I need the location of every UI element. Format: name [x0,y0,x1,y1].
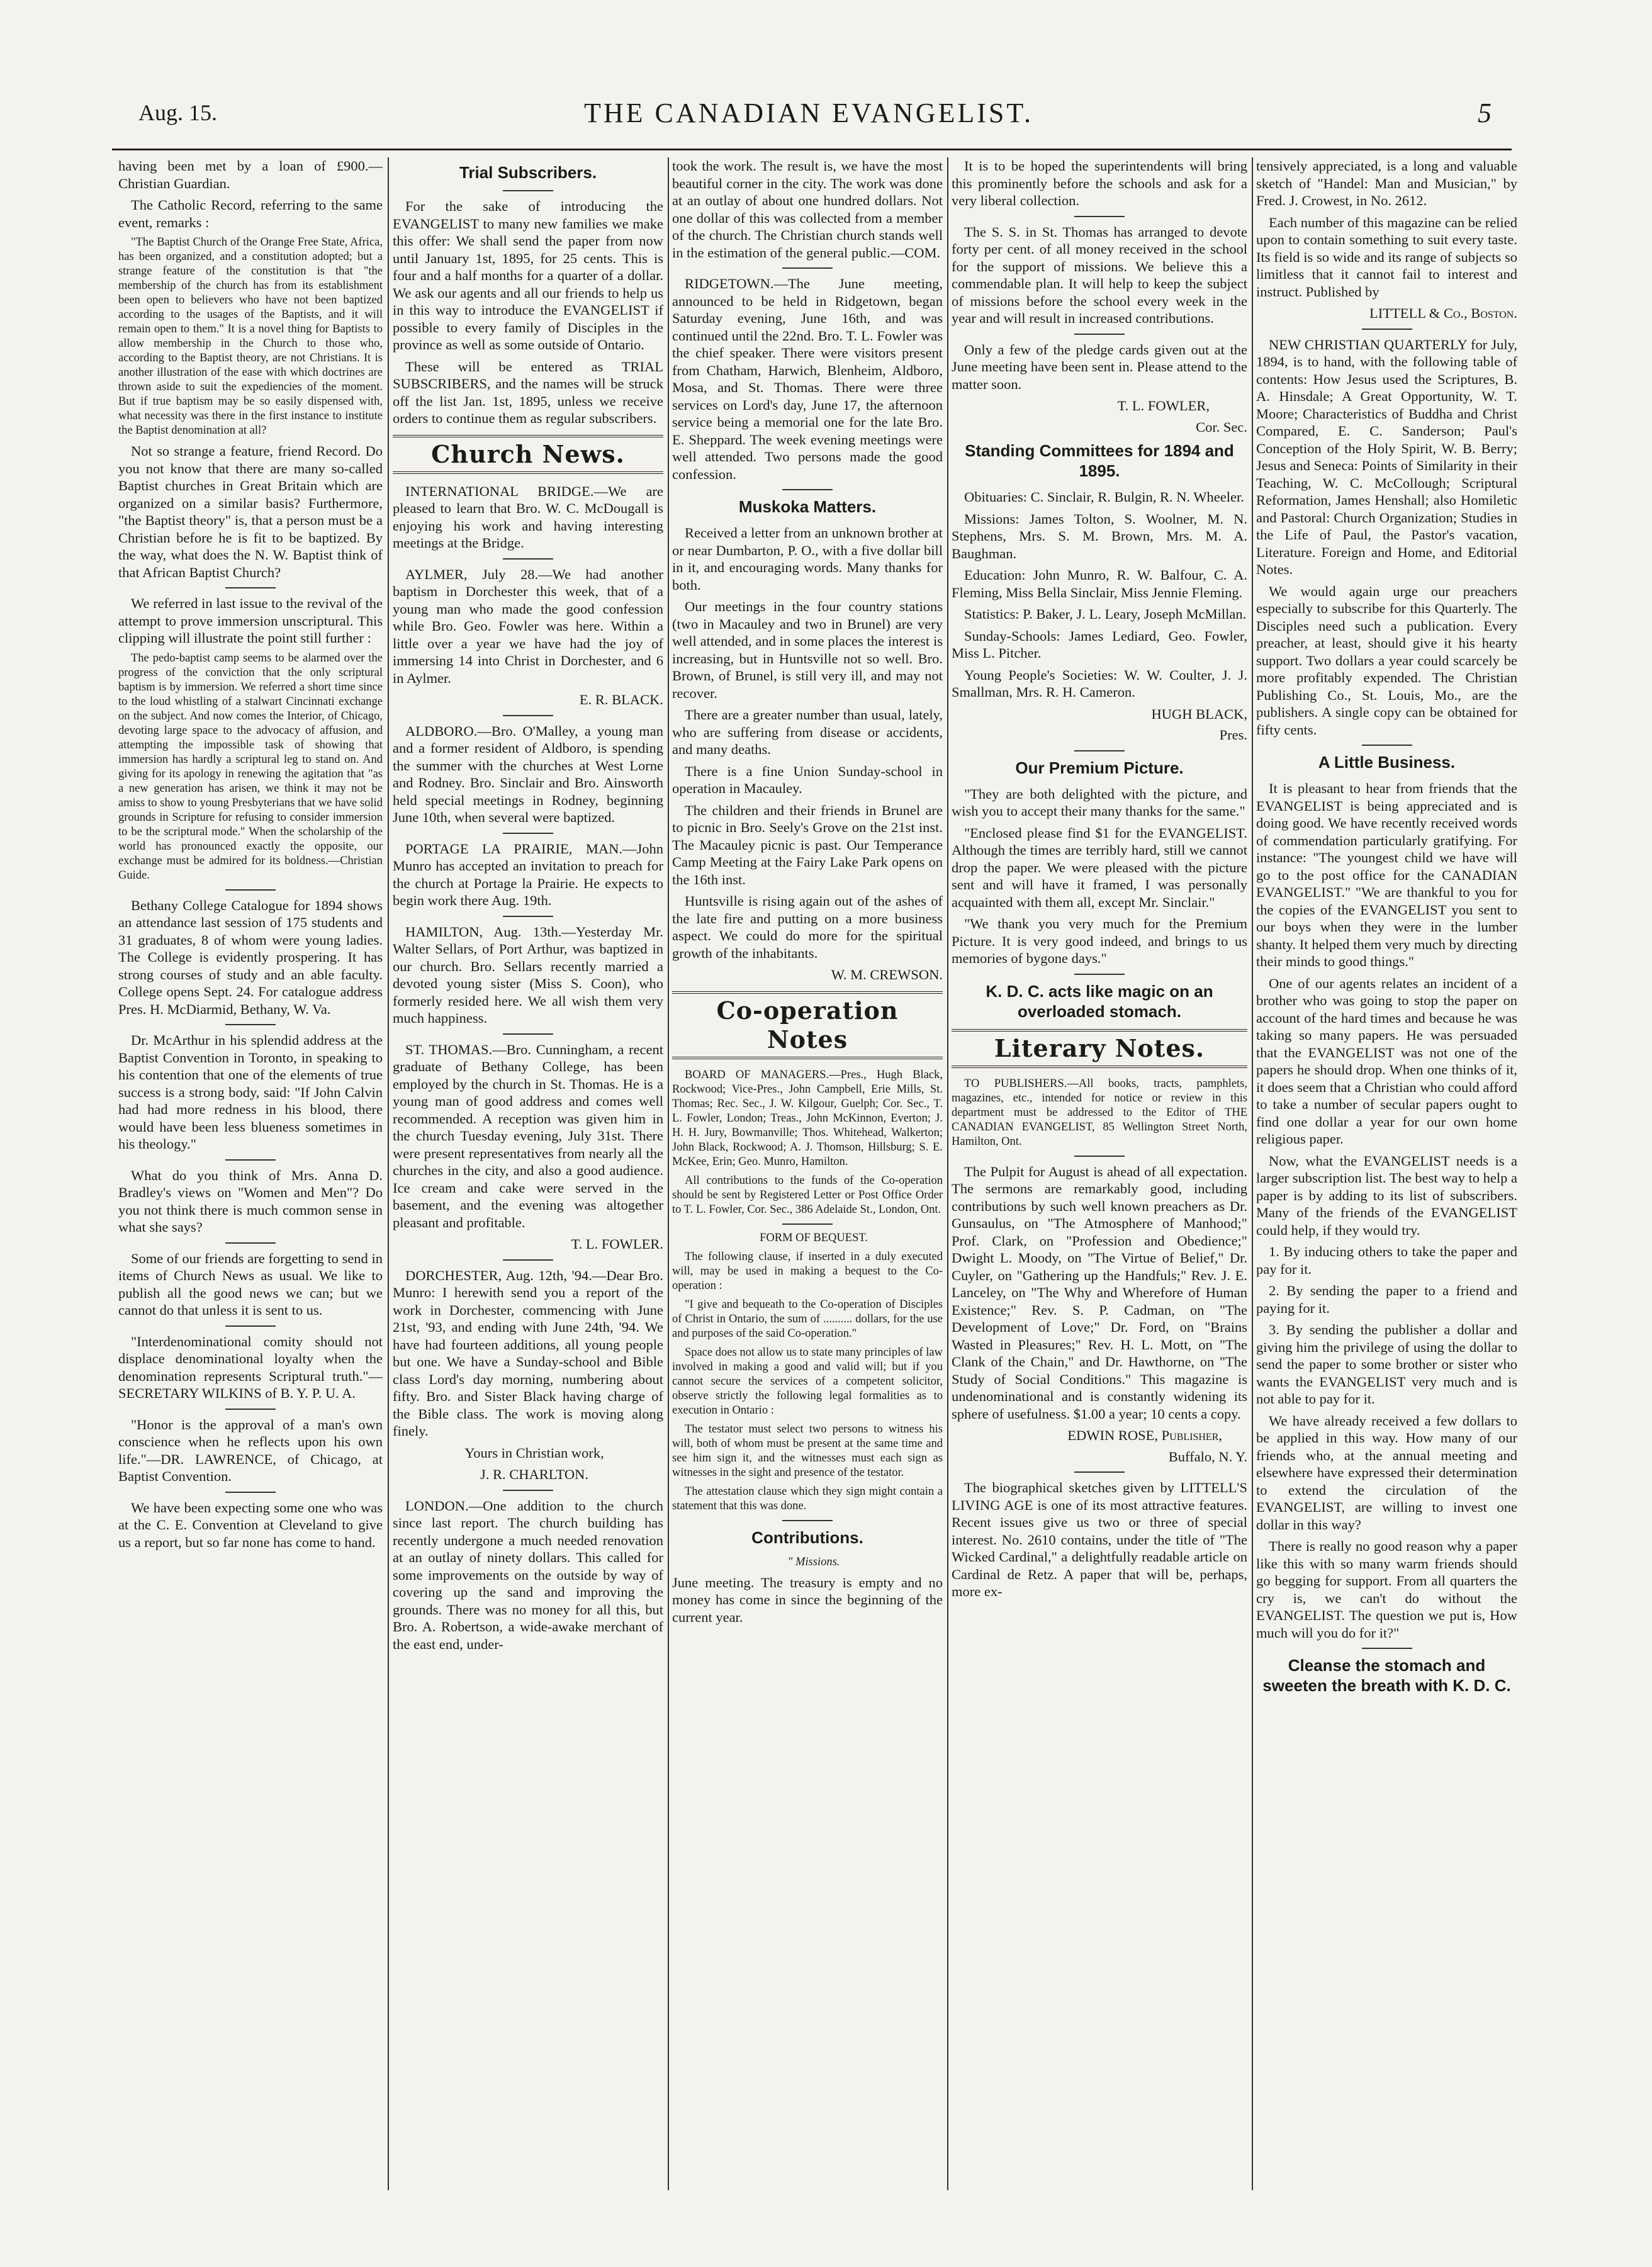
separator [1074,1471,1125,1473]
list-item: 1. By inducing others to take the paper and pay for it. [1256,1244,1517,1277]
separator [1362,745,1412,746]
separator [503,1490,553,1491]
paragraph: The Pulpit for August is ahead of all expectation. The sermons are remarkably good, including contributions by such well known preachers as Dr. Gunsaulus, on "The Atmosphere of Manhood;" Prof. Clark, on "Profession and Obedience;" Dwight L. Moody, on "The Virtue of Belief," Dr. Cuyler, on "Gathering up the Handfuls;" Rev. J. E. Lanceley, on "The Why and Wherefore of Human Existence;" Rev. S. P. Cadman, on "The Development of Love;" Dr. Ford, on "Brains Wasted in Pleasures;" Rev. H. L. Mott, on "The Clank of the Chain," and Dr. Hawthorne, on "The Study of Social Conditions." This magazine is undenominational and is constantly widening its sphere of usefulness. $1.00 a year; 10 cents a copy. [952,1163,1247,1422]
paragraph: Received a letter from an unknown brother at or near Dumbarton, P. O., with a five dollar bill in it, and encouraging words. Many thanks for both. [672,525,943,593]
publishers-notice: TO PUBLISHERS.—All books, tracts, pamphlets, magazines, etc., intended for notice or review in this department must be addressed to the Editor of THE CANADIAN EVANGELIST, 85 Wellington Street North, Hamilton, Ont. [952,1077,1247,1148]
standing-committees-heading: Standing Committees for 1894 and 1895. [965,441,1234,480]
paragraph: Some of our friends are forgetting to send in items of Church News as usual. We like to publish all the good news we can; but we cannot do that unless it is sent to us. [118,1250,383,1318]
little-business-heading: A Little Business. [1318,753,1456,772]
paragraph: "I give and bequeath to the Co-operation of Disciples of Christ in Ontario, the sum of .......... dollars, for the use and purposes of the said Co-operation." [672,1298,943,1340]
paragraph: We referred in last issue to the revival of the attempt to prove immersion unscriptural. This clipping will illustrate the point still further : [118,595,383,646]
paragraph: The following clause, if inserted in a duly executed will, may be used in making a bequest to the Co-operation : [672,1250,943,1292]
column-divider [947,157,948,2190]
literary-notes-heading: Literary Notes. [952,1029,1247,1068]
column-5 [1256,157,1517,2190]
signature: J. R. CHARLTON. [480,1466,588,1482]
paragraph: The biographical sketches given by LITTELL'S LIVING AGE is one of its most attractive features. Recent issues give us two or three of special interest. No. 2610 contains, under the title of "The Wicked Cardinal," a delightfully readable article on Cardinal de Retz. A paper that will be, perhaps, more ex- [952,1480,1247,1599]
church-news-heading: Church News. [393,435,663,474]
paragraph: Dr. McArthur in his splendid address at the Baptist Convention in Toronto, in speaking to his contention that one of the elements of true success is a strong body, said: "If John Calvin had had more redness in his blood, there would have been less blueness sometimes in his theology." [118,1032,383,1152]
separator [782,267,833,269]
paragraph: took the work. The result is, we have the most beautiful corner in the city. The work was done at an outlay of about one hundred dollars. Not one dollar of this was collected from a member of the church. The Christian church stands well in the estimation of the general public.—COM. [672,158,943,261]
separator [225,1492,276,1493]
column-1 [118,157,383,2190]
committee: Statistics: P. Baker, J. L. Leary, Joseph McMillan. [964,606,1247,622]
separator [1074,334,1125,335]
separator [782,1224,833,1225]
separator [503,715,553,716]
separator [225,1024,276,1025]
paragraph: Now, what the EVANGELIST needs is a larger subscription list. The best way to help a paper is by adding to its list of subscribers. Many of the friends of the EVANGELIST could help, if they would try. [1256,1152,1517,1238]
news-item: ALDBORO.—Bro. O'Malley, a young man and a former resident of Aldboro, is spending the summer with the churches at West Lorne and Rodney. Bro. Sinclair and Bro. Ainsworth held special meetings in Rodney, beginning June 10th, when several were baptized. [393,723,663,825]
testimonial: "They are both delighted with the picture, and wish you to accept their many thanks for the same." [952,785,1247,819]
paragraph: There is really no good reason why a paper like this with so many warm friends should go begging for support. From all quarters the cry is, we can't do without the EVANGELIST. The question we put is, How much will you do for it?" [1256,1538,1517,1641]
paragraph: It is to be hoped the superintendents will bring this prominently before the schools and ask for a very liberal collection. [952,158,1247,208]
paragraph: NEW CHRISTIAN QUARTERLY for July, 1894, is to hand, with the following table of contents: How Jesus used the Scriptures, B. A. Hinsdale; A Great Opportunity, W. T. Moore; Characteristics of Buddha and Christ Compared, E. C. Sanderson; Paul's Conception of the Holy Spirit, W. B. Berry; Jesus and Seneca: Points of Similarity in their Teaching, W. C. McCollough; Scriptural Reformation, James Henshall; also Homiletic and Pastoral: Church Organization; Studies in the Life of Paul, the Pastor's vacation, Literature. Foreign and Home, and Editorial Notes. [1256,336,1517,577]
paragraph: June meeting. The treasury is empty and no money has come in since the beginning of the current year. [672,1574,943,1625]
contributions-subheading: " Missions. [787,1555,840,1568]
kdc-advertisement: K. D. C. acts like magic on an overloaded stomach. [986,981,1213,1021]
paragraph: Each number of this magazine can be relied upon to contain something to suit every taste. Its field is so wide and its range of subjects so limitless that it cannot fail to interest and instruct. Published by [1256,214,1517,300]
signature: E. R. BLACK. [579,692,663,707]
trial-subscribers-heading: Trial Subscribers. [459,163,597,182]
separator [225,1159,276,1161]
paragraph: There are a greater number than usual, lately, who are suffering from disease or accidents, and many deaths. [672,707,943,757]
masthead-title: THE CANADIAN EVANGELIST. [584,98,1033,128]
signature: LITTELL & Co., Boston. [1369,305,1517,321]
separator [503,1033,553,1035]
separator [503,916,553,917]
column-3 [672,157,943,2190]
paragraph: Space does not allow us to state many principles of law involved in making a good and valid will; but if you cannot secure the services of a competent solicitor, observe strictly the following legal formalities as to execution in Ontario : [672,1346,943,1417]
committee: Young People's Societies: W. W. Coulter, J. J. Smallman, Mrs. R. H. Cameron. [952,667,1247,700]
news-item: AYLMER, July 28.—We had another baptism in Dorchester this week, that of a young man who made the good confession while Bro. Geo. Fowler was here. Within a little over a year we have had the joy of immersing 14 into Christ in Dorchester, and 6 in Aylmer. [393,566,663,686]
paragraph: One of our agents relates an incident of a brother who was going to stop the paper on account of the hard times and because he was taking so many papers. He was persuaded that the EVANGELIST was not one of the papers he should drop. When one thinks of it, it does seem that a Christian who could afford to take a number of secular papers ought to find one dollar a year for our own home religious paper. [1256,975,1517,1147]
paragraph: We have been expecting some one who was at the C. E. Convention at Cleveland to give us a report, but so far none has come to hand. [118,1499,383,1550]
page-header [120,94,1498,138]
paragraph: There is a fine Union Sunday-school in operation in Macauley. [672,763,943,796]
paragraph: The attestation clause which they sign might contain a statement that this was done. [672,1485,943,1512]
separator [503,833,553,834]
board-of-managers: BOARD OF MANAGERS.—Pres., Hugh Black, Rockwood; Vice-Pres., John Campbell, Erie Mills, St. Thomas; Rec. Sec., J. W. Kilgour, Guelph; Cor. Sec., T. L. Fowler, London; Treas., John McKinnon, Everton; J. H. H. Jury, Bowmanville; Thos. Whitehead, Walkerton; John Black, Rockwood; A. J. Thomson, Hillsburg; S. E. McKee, Erin; Geo. Munro, Hamilton. [672,1068,943,1168]
paragraph: The S. S. in St. Thomas has arranged to devote forty per cent. of all money received in the school for the support of missions. We believe this a commendable plan. It will help to keep the subject of missions before the school every week in the year and will result in increased contributions. [952,223,1247,326]
paragraph: "Honor is the approval of a man's own conscience when he reflects upon his own life."—DR. LAWRENCE, of Chicago, at Baptist Convention. [118,1416,383,1484]
muskoka-matters-heading: Muskoka Matters. [738,497,877,516]
signature-title: Cor. Sec. [1196,419,1247,435]
committee: Sunday-Schools: James Lediard, Geo. Fowler, Miss L. Pitcher. [952,627,1247,661]
list-item: 3. By sending the publisher a dollar and giving him the privilege of using the dollar to send the paper to some brother or sister who wants the EVANGELIST very much and is not able to pay for it. [1256,1322,1517,1407]
paragraph: We would again urge our preachers especially to subscribe for this Quarterly. The Disciples need such a publication. Every preacher, at least, should give it his hearty support. Two dollars a year could scarcely be more profitably expended. The Christian Publishing Co., St. Louis, Mo., are the publishers. A single copy can be obtained for fifty cents. [1256,583,1517,738]
quoted-paragraph: The pedo-baptist camp seems to be alarmed over the progress of the conviction that the only scriptural baptism is by immersion. We referred a short time since to the loud whistling of a stalwart Cincinnati exchange on the subject. And now comes the Interior, of Chicago, devoting large space to the advocacy of affusion, and attempting the impossible task of showing that immersion has hardly a scriptural leg to stand on. And giving for its apology in renewing the agitation that "as a new generation has arisen, we think it may not be amiss to show to young Presbyterians that we have solid grounds in Scripture for refusing to consider immersion to be the scriptural mode." When the scholarship of the world has pronounced exactly the opposite, our exchange must be admired for its boldness.—Christian Guide. [118,651,383,882]
separator [1074,1156,1125,1157]
paragraph: We have already received a few dollars to be applied in this way. How many of our friends who, at the annual meeting and elsewhere have expressed their determination to extend the circulation of the EVANGELIST, are willing to invest one dollar in this way? [1256,1412,1517,1533]
contributions-heading: Contributions. [751,1527,863,1547]
co-operation-notes-heading: Co-operation Notes [672,991,943,1059]
signature: HUGH BLACK, [1151,706,1247,722]
committee: Missions: James Tolton, S. Woolner, M. N. Stephens, Mrs. S. M. Brown, Mrs. M. A. Baughman. [952,510,1247,561]
paragraph: "Interdenominational comity should not displace denominational loyalty when the denomination represents Scriptural truth."—SECRETARY WILKINS of B. Y. P. U. A. [118,1333,383,1401]
premium-picture-heading: Our Premium Picture. [1015,758,1184,777]
paragraph: The testator must select two persons to witness his will, both of whom must be present at the same time and see him sign it, and the witnesses must each sign as witnesses in the sight and presence of the testator. [672,1422,943,1479]
news-item: DORCHESTER, Aug. 12th, '94.—Dear Bro. Munro: I herewith send you a report of the work in Dorchester, commencing with June 21st, '93, and ending with June 24th, '94. We have had fourteen additions, all young people but one. We have a Sunday-school and Bible class Lord's day morning, numbering about fifty. Bro. and Sister Black having charge of the Bible class. The work is moving along finely. [393,1267,663,1439]
testimonial: "Enclosed please find $1 for the EVANGELIST. Although the times are terribly hard, still we cannot drop the paper. We were pleased with the picture sent and will have it framed, I was personally acquainted with them all, except Mr. Sinclair." [952,824,1247,910]
signature-title: Pres. [1219,727,1247,743]
testimonial: "We thank you very much for the Premium Picture. It is very good indeed, and brings to us memories of bygone days." [952,916,1247,966]
quoted-paragraph: "The Baptist Church of the Orange Free State, Africa, has been organized, and a constitution adopted; but a strange feature of the constitution is that "the membership of the church has from its establishment been open to believers who have not been baptized according to the usages of the Baptists, and it will remain open to them." It is a novel thing for Baptists to allow membership in the Church to those who, according to the Baptist theory, are not Christians. It is another illustration of the ease with which doctrines are thrown aside to suit the expediencies of the moment. But if true baptism may be so easily dispensed with, what necessity was there in the first instance to institute the Baptist denomination at all? [118,236,383,437]
paragraph: Only a few of the pledge cards given out at the June meeting have been sent in. Please attend to the matter soon. [952,341,1247,392]
news-item: LONDON.—One addition to the church since last report. The church building has recently undergone a much needed renovation at an outlay of ninety dollars. This called for some improvements on the outside by way of covering up the sand and improving the grounds. There was no money for all this, but Bro. A. Robertson, a wide-awake merchant of the east end, under- [393,1497,663,1652]
separator [503,1259,553,1261]
separator [782,1520,833,1521]
separator [1362,1648,1412,1649]
issue-date: Aug. 15. [138,100,217,125]
paragraph: Huntsville is rising again out of the ashes of the late fire and putting on a more business aspect. We could do more for the spiritual growth of the inhabitants. [672,893,943,961]
committee: Education: John Munro, R. W. Balfour, C. A. Fleming, Miss Bella Sinclair, Miss Jennie Fleming. [952,567,1247,600]
paragraph: What do you think of Mrs. Anna D. Bradley's views on "Women and Men"? Do you not think there is much common sense in what she says? [118,1167,383,1235]
paragraph: Our meetings in the four country stations (two in Macauley and two in Brunel) are very well attended, and in some places the interest is increasing, but in Huntsville not so well. Bro. Brown, of Brunel, is still very ill, and may not recover. [672,599,943,701]
column-divider [668,157,669,2190]
column-divider [388,157,389,2190]
signature-location: Buffalo, N. Y. [1168,1448,1247,1465]
kdc-advertisement: Cleanse the stomach and sweeten the breath with K. D. C. [1262,1656,1511,1695]
closing: Yours in Christian work, [464,1444,604,1461]
signature: T. L. FOWLER. [571,1236,663,1252]
news-item: PORTAGE LA PRAIRIE, MAN.—John Munro has accepted an invitation to preach for the church at Portage la Prairie. He expects to begin work there Aug. 19th. [393,840,663,908]
separator [225,1242,276,1244]
separator [1074,216,1125,217]
paragraph: having been met by a loan of £900.—Christian Guardian. [118,158,383,191]
list-item: 2. By sending the paper to a friend and paying for it. [1256,1283,1517,1316]
column-2 [393,157,663,2190]
paragraph: The Catholic Record, referring to the same event, remarks : [118,197,383,230]
header-rule [112,149,1512,150]
paragraph: These will be entered as TRIAL SUBSCRIBERS, and the names will be struck off the list Jan. 1st, 1895, unless we receive orders to continue them as regular subscribers. [393,358,663,426]
page-number: 5 [1478,98,1492,128]
news-item: HAMILTON, Aug. 13th.—Yesterday Mr. Walter Sellars, of Port Arthur, was baptized in our church. Bro. Sellars recently married a devoted young sister (Miss S. Coon), who formerly resided here. We all wish them very much happiness. [393,923,663,1026]
funds-note: All contributions to the funds of the Co-operation should be sent by Registered Letter or Post Office Order to T. L. Fowler, Cor. Sec., 386 Adelaide St., London, Ont. [672,1174,943,1216]
news-item: INTERNATIONAL BRIDGE.—We are pleased to learn that Bro. W. C. McDougall is enjoying his work and having interesting meetings at the Bridge. [393,483,663,551]
paragraph: tensively appreciated, is a long and valuable sketch of "Handel: Man and Musician," by Fred. J. Crowest, in No. 2612. [1256,158,1517,208]
separator [225,1325,276,1327]
separator [503,190,553,191]
news-item: ST. THOMAS.—Bro. Cunningham, a recent graduate of Bethany College, has been employed by the church in St. Thomas. He is a young man of good address and comes well recommended. A reception was given him in the church Tuesday evening, July 31st. There were present representatives from nearly all the churches in the city, and also a good audience. Ice cream and cake were served in the basement, and the evening was altogether pleasant and profitable. [393,1041,663,1230]
separator [1362,329,1412,330]
signature: T. L. FOWLER, [1117,398,1210,413]
committee: Obituaries: C. Sinclair, R. Bulgin, R. N. Wheeler. [964,489,1244,505]
separator [225,889,276,891]
signature: W. M. CREWSON. [831,967,943,982]
separator [1074,750,1125,751]
paragraph: Not so strange a feature, friend Record. Do you not know that there are many so-called Baptist churches in Great Britain which are organized on a similar basis? Furthermore, "the Baptist theory" is, that a person must be a Christian before he is fit to be baptized. By the way, what does the N. W. Baptist think of that African Baptist Church? [118,443,383,580]
paragraph: The children and their friends in Brunel are to picnic in Bro. Seely's Grove on the 21st inst. The Macauley picnic is past. Our Temperance Camp Meeting at the Fairy Lake Park opens on the 16th inst. [672,802,943,887]
separator [225,1409,276,1410]
paragraph: Bethany College Catalogue for 1894 shows an attendance last session of 175 students and 31 graduates, 8 of whom were young ladies. The College is evidently prospering. It has strong courses of study and an able faculty. College opens Sept. 24. For catalogue address Pres. H. McDiarmid, Bethany, W. Va. [118,897,383,1017]
separator [782,489,833,490]
news-item: RIDGETOWN.—The June meeting, announced to be held in Ridgetown, began Saturday evening, June 16th, and was continued until the 22nd. Bro. T. L. Fowler was the chief speaker. There were visitors present from Chatham, Harwich, Blenheim, Aldboro, Mosa, and St. Thomas. There were three services on Lord's day, June 17, the afternoon service being a memorial one for the late Bro. E. Sheppard. The week evening meetings were well attended. Two persons made the good confession. [672,276,943,482]
form-of-bequest-heading: FORM OF BEQUEST. [760,1231,868,1244]
paragraph: It is pleasant to hear from friends that the EVANGELIST is being appreciated and is doing good. We have recently received words of commendation particularly gratifying. For instance: "The youngest child we have will go to the post office for the CANADIAN EVANGELIST." "We are thankful to you for the copies of the EVANGELIST you sent to our boys when they were in the lumber shanty. It helped them very much by directing their minds to good things." [1256,780,1517,969]
separator [225,587,276,588]
column-4 [952,157,1247,2190]
signature: EDWIN ROSE, Publisher, [1067,1427,1222,1443]
separator [1074,974,1125,975]
column-divider [1252,157,1253,2190]
paragraph: For the sake of introducing the EVANGELIST to many new families we make this offer: We shall send the paper from now until January 1st, 1895, for 25 cents. This is four and a half months for a quarter of a dollar. We ask our agents and all our friends to help us in this way to introduce the EVANGELIST if possible to every family of Disciples in the province as well as some outside of Ontario. [393,198,663,352]
separator [503,558,553,560]
